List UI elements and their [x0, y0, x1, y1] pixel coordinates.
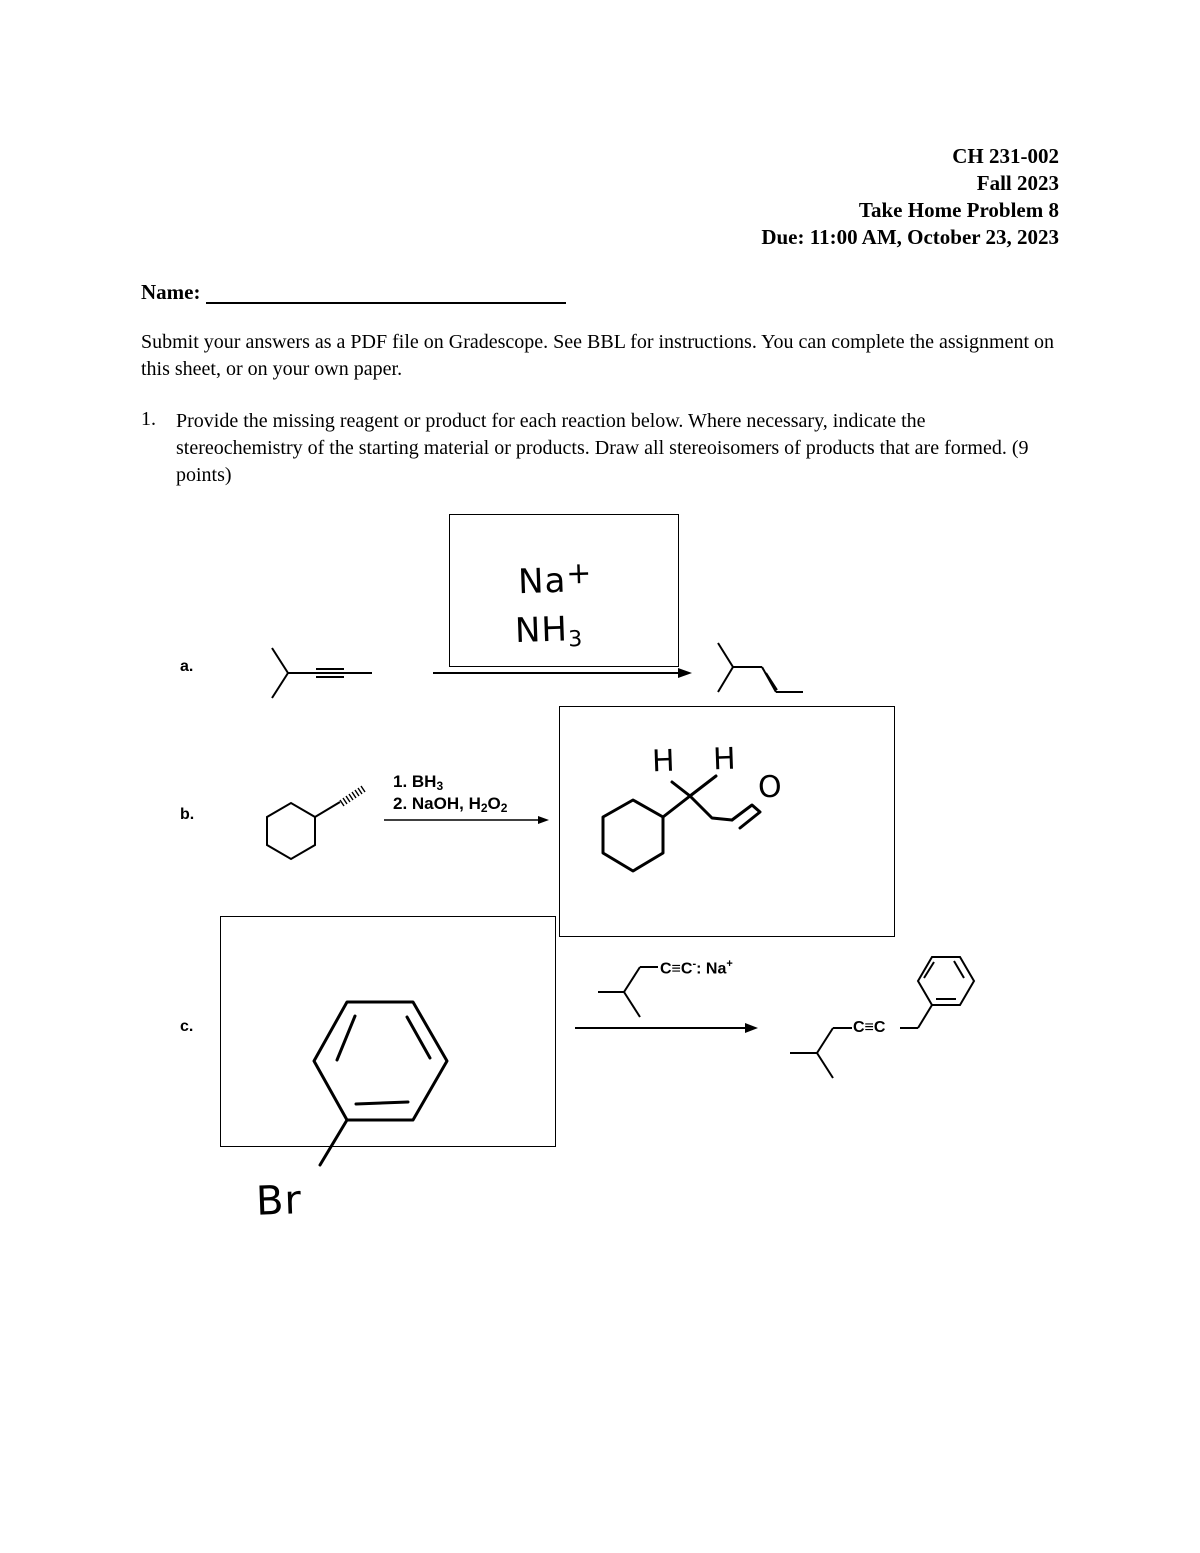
- reaction-c-product: [790, 957, 974, 1078]
- term: Fall 2023: [976, 171, 1059, 195]
- reaction-b-answer-h1: H: [651, 743, 677, 780]
- reaction-a-answer-solvent: $NH_3$: [514, 609, 584, 653]
- reaction-b-answer-h2: H: [712, 741, 738, 778]
- instructions: Submit your answers as a PDF file on Gradescope. See BBL for instructions. You can complete the assignment on this sheet, or on your own paper.: [141, 331, 1055, 380]
- assignment-title: Take Home Problem 8: [858, 198, 1059, 222]
- name-label: Name:: [141, 280, 201, 304]
- reaction-a-label: a.: [180, 658, 194, 675]
- reaction-c-product-alkyne: C≡C: [853, 1019, 886, 1036]
- reaction-a-answer-metal: Na+: [517, 555, 593, 603]
- reaction-c-reagent-text: C≡C-: Na+: [660, 958, 733, 978]
- due-date: Due: 11:00 AM, October 23, 2023: [761, 225, 1059, 249]
- reaction-c-arrow: [575, 1023, 758, 1033]
- question-number: 1.: [141, 408, 156, 430]
- reaction-c-reagent-structure: [598, 967, 658, 1017]
- course-code: CH 231-002: [952, 144, 1059, 168]
- reaction-b-label: b.: [180, 806, 195, 823]
- reaction-b-reagent-step1: 1. $BH_3$: [393, 772, 444, 793]
- reaction-c-label: c.: [180, 1018, 194, 1035]
- reaction-c-answer-bromine: Br: [255, 1177, 303, 1225]
- reaction-b-reagent-step2: 2. NaOH, $H_2O_2$: [393, 794, 508, 815]
- reaction-b-answer-oxygen: O: [757, 769, 784, 806]
- reaction-c-answer-benzene: [314, 1002, 447, 1165]
- question-text: Provide the missing reagent or product for each reaction below. Where necessary, indicate the stereochemistry of the starting material or products. Draw all stereoisomers of products that are formed. (9 points): [176, 410, 1029, 486]
